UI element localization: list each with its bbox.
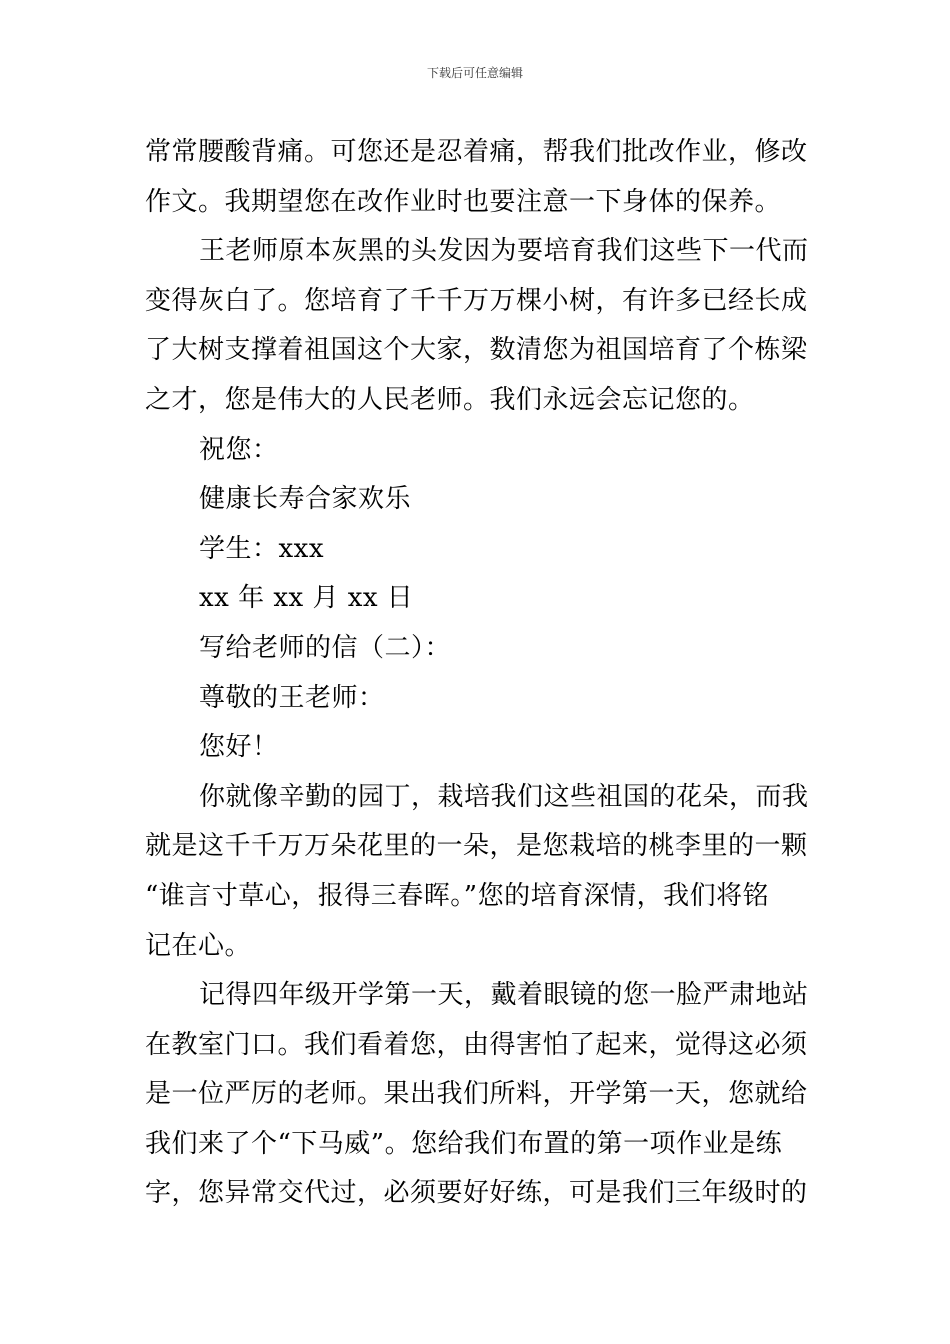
text-line: 你就像辛勤的园丁，栽培我们这些祖国的花朵，而我	[199, 781, 809, 812]
text-line: 常常腰酸背痛。可您还是忍着痛，帮我们批改作业，修改	[145, 137, 808, 167]
text-line: 在教室门口。我们看着您，由得害怕了起来，觉得这必须	[145, 1029, 808, 1060]
text-line: 写给老师的信（二）：	[199, 632, 452, 663]
text-line: 变得灰白了。您培育了千千万万棵小树，有许多已经长成	[145, 285, 808, 316]
text-line: “谁言寸草心，报得三春晖。”您的培育深情，我们将铭	[145, 880, 770, 911]
text-line: 字，您异常交代过，必须要好好练，可是我们三年级时的	[145, 1178, 808, 1209]
text-line: 王老师原本灰黑的头发因为要培育我们这些下一代而	[199, 236, 809, 267]
text-line: 学生：xxx	[199, 533, 324, 564]
text-line: 尊敬的王老师：	[199, 682, 385, 713]
text-line: 之才，您是伟大的人民老师。我们永远会忘记您的。	[145, 384, 755, 415]
text-line: xx 年 xx 月 xx 日	[199, 583, 414, 614]
text-line: 记得四年级开学第一天，戴着眼镜的您一脸严肃地站	[199, 980, 809, 1011]
text-line: 您好！	[199, 732, 279, 763]
page-header: 下载后可任意编辑	[426, 66, 523, 80]
text-line: 记在心。	[145, 930, 252, 961]
text-line: 祝您：	[199, 434, 279, 465]
text-line: 作文。我期望您在改作业时也要注意一下身体的保养。	[145, 186, 782, 217]
text-line: 我们来了个“下马威”。您给我们布置的第一项作业是练	[145, 1128, 783, 1159]
text-line: 是一位严厉的老师。果出我们所料，开学第一天，您就给	[145, 1079, 808, 1110]
text-line: 了大树支撑着祖国这个大家，数清您为祖国培育了个栋梁	[145, 335, 808, 366]
letter-body	[145, 128, 810, 1219]
text-line: 健康长寿合家欢乐	[199, 484, 412, 515]
text-line: 就是这千千万万朵花里的一朵，是您栽培的桃李里的一颗	[145, 831, 808, 862]
